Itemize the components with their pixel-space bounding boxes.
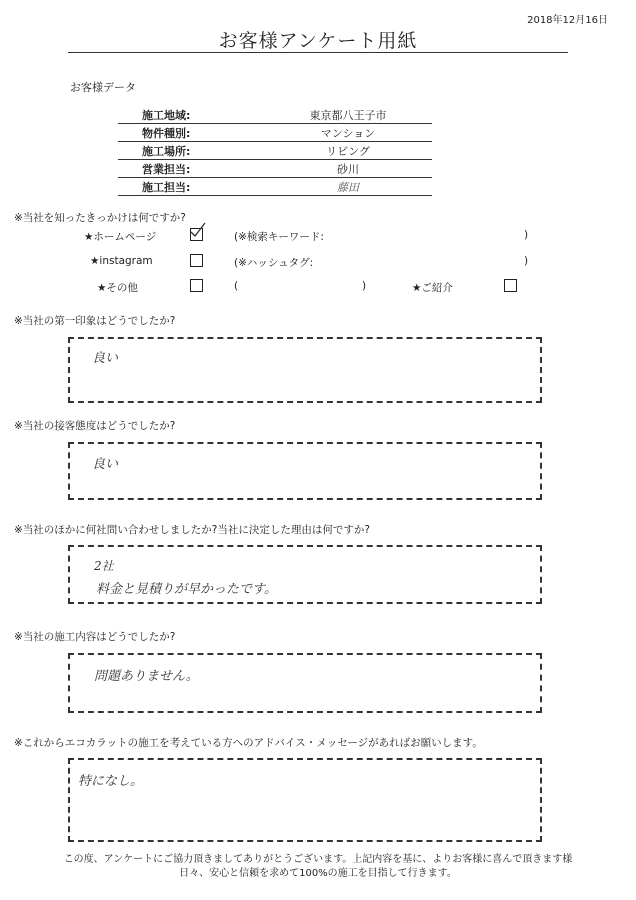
- row-value: リビング: [326, 145, 370, 158]
- customer-row-installer: [118, 177, 432, 196]
- other-open-paren: (: [234, 280, 239, 292]
- title-underline: [68, 52, 568, 53]
- answer-decision-reason: 料金と見積りが早かったです。: [96, 582, 277, 597]
- question-advice-message: ※これからエコカラットの施工を考えている方へのアドバイス・メッセージがあればお願いします。: [14, 737, 483, 749]
- row-label: 営業担当:: [142, 163, 191, 176]
- checkbox-homepage[interactable]: [190, 228, 203, 241]
- answer-box-installation-quality[interactable]: [68, 653, 542, 713]
- hashtag-label: (※ハッシュタグ:: [234, 257, 314, 269]
- answer-advice-message: 特になし。: [78, 774, 144, 789]
- answer-first-impression: 良い: [92, 351, 119, 366]
- footer-thanks-line: この度、アンケートにご協力頂きましてありがとうございます。上記内容を基に、よりお客様に喜んで頂きます様: [63, 854, 573, 865]
- row-label: 施工担当:: [142, 181, 191, 194]
- question-how-found: ※当社を知ったきっかけは何ですか?: [14, 212, 186, 224]
- answer-company-count: 2社: [94, 559, 114, 573]
- customer-row-property-type: [118, 123, 432, 142]
- row-value: 東京都八王子市: [309, 109, 387, 122]
- customer-row-sales-rep: [118, 159, 432, 178]
- other-close-paren: ): [362, 280, 367, 292]
- page-title: お客様アンケート用紙: [218, 30, 418, 52]
- footer-commitment-line: 日々、安心と信頼を求めて100%の施工を目指して行きます。: [179, 868, 457, 879]
- customer-data-heading: お客様データ: [70, 81, 136, 94]
- answer-box-other-companies[interactable]: [68, 545, 542, 604]
- question-service-attitude: ※当社の接客態度はどうでしたか?: [14, 420, 176, 432]
- row-label: 施工地域:: [142, 109, 191, 122]
- hashtag-close: ): [524, 255, 529, 267]
- answer-box-advice-message[interactable]: [68, 758, 542, 842]
- checkbox-other[interactable]: [190, 279, 203, 292]
- row-value: 藤田: [337, 181, 359, 194]
- survey-date: 2018年12月16日: [527, 15, 608, 26]
- answer-box-first-impression[interactable]: [68, 337, 542, 403]
- row-label: 物件種別:: [142, 127, 191, 140]
- answer-service-attitude: 良い: [92, 457, 119, 472]
- answer-installation-quality: 問題ありません。: [94, 669, 199, 684]
- customer-row-area: [118, 105, 432, 124]
- option-instagram-label: ★instagram: [90, 255, 153, 267]
- row-value: 砂川: [337, 163, 359, 176]
- option-referral-label: ★ご紹介: [412, 282, 453, 294]
- question-installation-quality: ※当社の施工内容はどうでしたか?: [14, 631, 176, 643]
- row-label: 施工場所:: [142, 145, 191, 158]
- customer-row-location: [118, 141, 432, 160]
- answer-box-service-attitude[interactable]: [68, 442, 542, 500]
- row-value: マンション: [320, 127, 376, 140]
- search-keyword-label: (※検索キーワード:: [234, 231, 324, 243]
- checkmark-icon: [189, 222, 207, 240]
- question-first-impression: ※当社の第一印象はどうでしたか?: [14, 315, 176, 327]
- checkbox-instagram[interactable]: [190, 254, 203, 267]
- option-other-label: ★その他: [97, 282, 138, 294]
- question-other-companies: ※当社のほかに何社問い合わせしましたか?当社に決定した理由は何ですか?: [14, 524, 370, 536]
- search-keyword-close: ): [524, 229, 529, 241]
- option-homepage-label: ★ホームページ: [84, 231, 157, 243]
- checkbox-referral[interactable]: [504, 279, 517, 292]
